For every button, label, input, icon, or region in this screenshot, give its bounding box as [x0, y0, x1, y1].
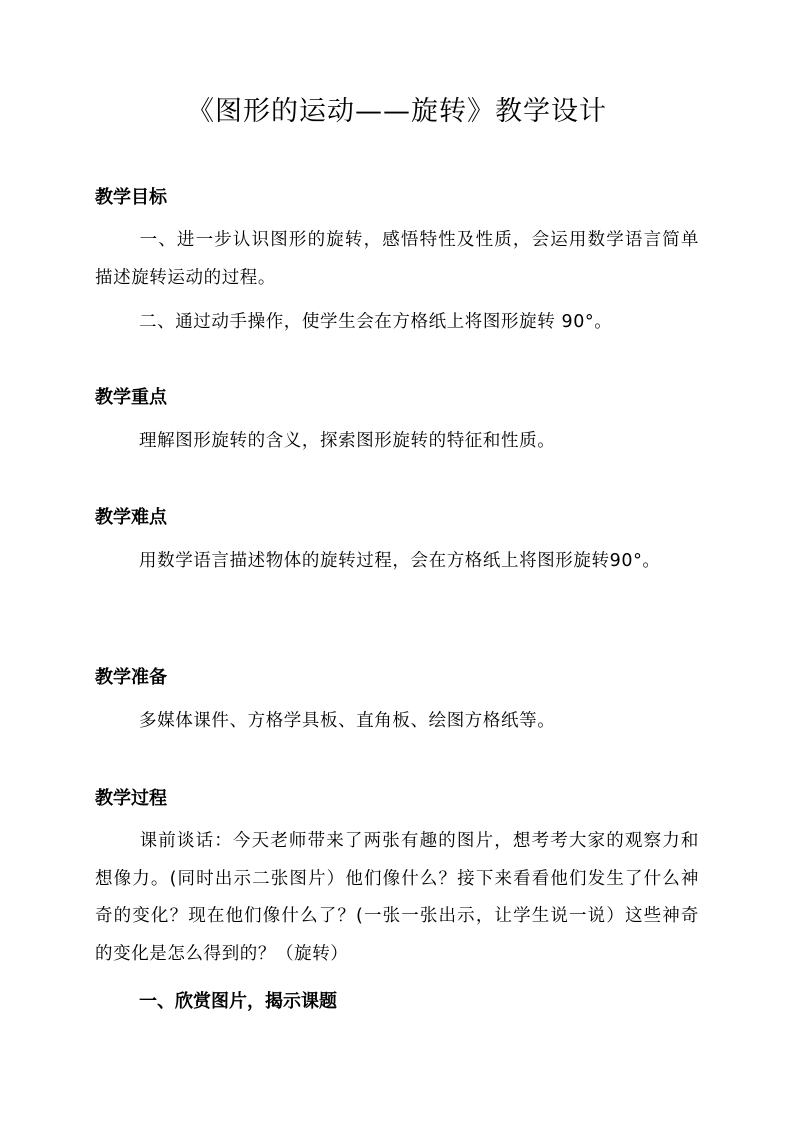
heading-teaching-preparation: 教学准备 — [95, 667, 167, 688]
goals-paragraph-1-text: 一、进一步认识图形的旋转，感悟特性及性质，会运用数学语言简单描述旋转运动的过程。 — [95, 230, 699, 288]
preparation-paragraph — [95, 703, 699, 741]
goals-paragraph-2-text: 二、通过动手操作，使学生会在方格纸上将图形旋转 90°。 — [139, 312, 613, 332]
document-title: 《图形的运动——旋转》教学设计 — [187, 96, 607, 127]
goals-paragraph-2 — [95, 304, 699, 342]
heading-teaching-process: 教学过程 — [95, 788, 167, 809]
process-paragraph — [95, 823, 699, 973]
key-points-paragraph — [95, 423, 699, 461]
heading-teaching-difficulties: 教学难点 — [95, 507, 167, 528]
difficulties-paragraph — [95, 543, 699, 581]
heading-teaching-key-points: 教学重点 — [95, 387, 167, 408]
preparation-paragraph-text: 多媒体课件、方格学具板、直角板、绘图方格纸等。 — [139, 711, 556, 731]
key-points-paragraph-text: 理解图形旋转的含义，探索图形旋转的特征和性质。 — [139, 431, 556, 451]
process-paragraph-text: 课前谈话：今天老师带来了两张有趣的图片，想考考大家的观察力和想像力。(同时出示二张图片）他们像什么？接下来看看他们发生了什么神奇的变化？现在他们像什么了？(一张一张出示，让学生说一说）这些神奇的变化是怎么得到的？（旋转） — [95, 831, 699, 964]
goals-paragraph-1 — [95, 222, 699, 297]
process-subheading-1: 一、欣赏图片，揭示课题 — [139, 991, 337, 1012]
heading-teaching-goals: 教学目标 — [95, 187, 167, 208]
difficulties-paragraph-text: 用数学语言描述物体的旋转过程，会在方格纸上将图形旋转90°。 — [139, 551, 661, 571]
